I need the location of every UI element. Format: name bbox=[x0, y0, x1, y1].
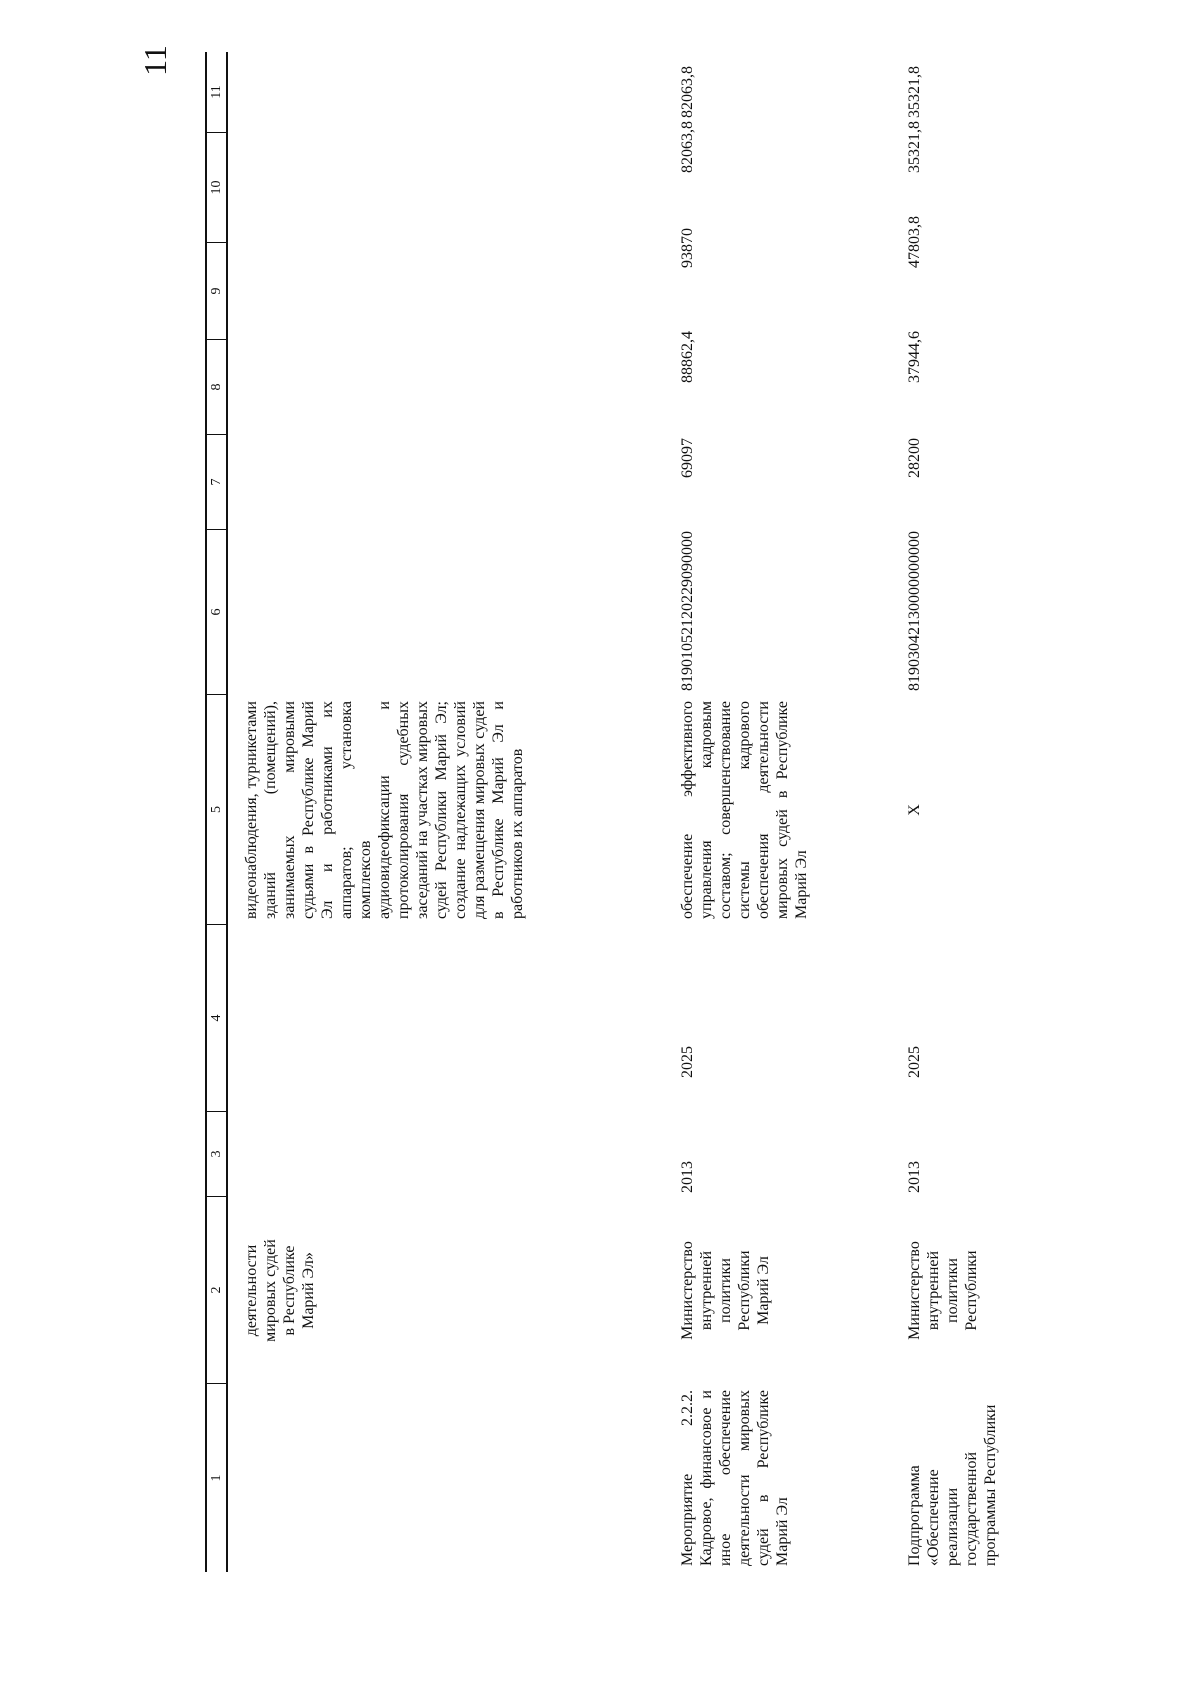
row2-col11: 35321,8 bbox=[906, 66, 923, 118]
table bbox=[205, 52, 999, 1572]
row1-col1: Мероприятие 2.2.2. Кадровое, финансовое и иное обеспечение деятельности мировых судей в Республике Марий Эл bbox=[679, 1390, 791, 1566]
row1-col6: 81901052120229090000 bbox=[679, 531, 696, 691]
row1-col9: 93870 bbox=[679, 228, 696, 268]
header-col-9: 9 bbox=[207, 243, 226, 340]
row0-col2: деятельности мировых судей в Республике Марий Эл» bbox=[243, 1239, 317, 1342]
row1-col4: 2025 bbox=[679, 1046, 696, 1078]
header-col-8: 8 bbox=[207, 340, 226, 435]
header-col-3: 3 bbox=[207, 1112, 226, 1197]
header-col-6: 6 bbox=[207, 530, 226, 695]
row1-col10: 82063,8 bbox=[679, 121, 696, 173]
row1-col3: 2013 bbox=[679, 1161, 696, 1193]
row2-col6: 81903042130000000000 bbox=[906, 531, 923, 691]
row2-col2: Министерство внутренней политики Республики bbox=[906, 1241, 980, 1340]
page-number: 11 bbox=[136, 45, 173, 76]
row1-col11: 82063,8 bbox=[679, 66, 696, 118]
row2-col8: 37944,6 bbox=[906, 331, 923, 383]
row2-col5: X bbox=[906, 804, 923, 816]
row2-col10: 35321,8 bbox=[906, 121, 923, 173]
row1-col7: 69097 bbox=[679, 438, 696, 478]
header-col-10: 10 bbox=[207, 133, 226, 243]
row2-col9: 47803,8 bbox=[906, 216, 923, 268]
header-col-4: 4 bbox=[207, 925, 226, 1112]
row1-col8: 88862,4 bbox=[679, 331, 696, 383]
header-col-5: 5 bbox=[207, 695, 226, 925]
row1-col2: Министерство внутренней политики Республики Марий Эл bbox=[679, 1241, 772, 1340]
row2-col3: 2013 bbox=[906, 1161, 923, 1193]
row0-col5: видеонаблюдения, турникетами зданий (помещений), занимаемых мировыми судьями в Республике Марий Эл и работниками их аппаратов; установка комплексов аудиовидеофиксации и протоколирования судебных заседаний на участках мировых судей Республики Марий Эл; создание надлежащих условий для размещения мировых судей в Республике Марий Эл и работников их аппаратов bbox=[243, 701, 526, 919]
header-col-7: 7 bbox=[207, 435, 226, 530]
header-col-2: 2 bbox=[207, 1197, 226, 1384]
row2-col7: 28200 bbox=[906, 438, 923, 478]
table-header-row bbox=[205, 52, 228, 1572]
row2-col1: Подпрограмма «Обеспечение реализации государственной программы Республики bbox=[906, 1404, 999, 1566]
row2-col4: 2025 bbox=[906, 1046, 923, 1078]
header-col-11: 11 bbox=[207, 52, 226, 133]
row1-col5: обеспечение эффективного управления кадровым составом; совершенствование системы кадрового обеспечения деятельности мировых судей в Республике Марий Эл bbox=[679, 701, 810, 919]
header-col-1: 1 bbox=[209, 1474, 224, 1482]
